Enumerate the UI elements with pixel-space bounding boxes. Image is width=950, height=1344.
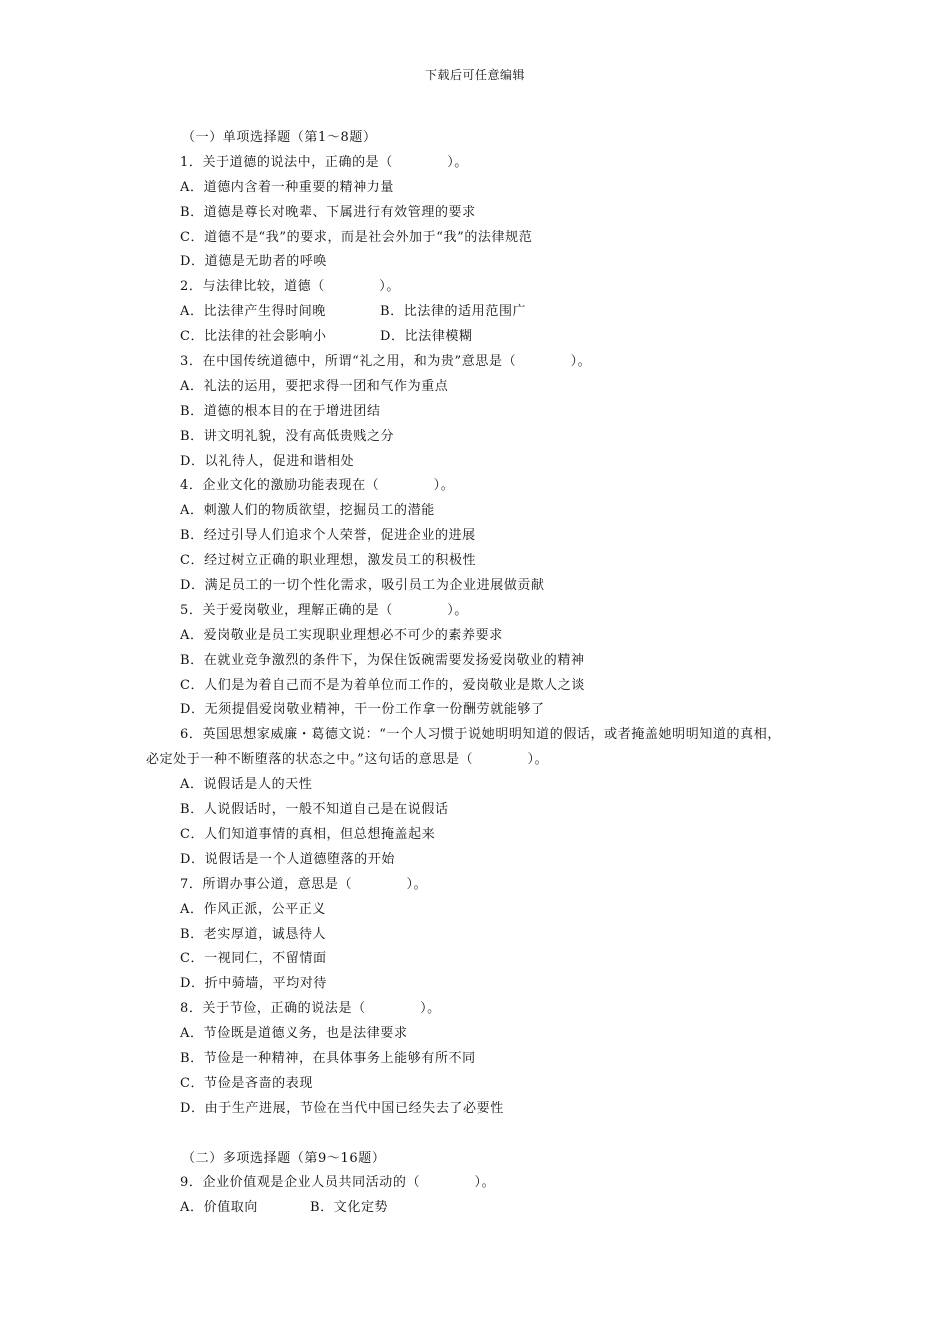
question-8-stem: 8．关于节俭，正确的说法是（ ）。 <box>180 1001 441 1017</box>
section-title-single-choice: （一）单项选择题（第1～8题） <box>182 130 377 145</box>
question-5-option-c: C．人们是为着自己而不是为着单位而工作的，爱岗敬业是欺人之谈 <box>180 677 585 693</box>
question-2-stem: 2．与法律比较，道德（ ）。 <box>180 279 400 295</box>
question-7-option-d: D．折中骑墙，平均对待 <box>180 976 328 992</box>
question-8-option-d: D．由于生产进展，节俭在当代中国已经失去了必要性 <box>180 1100 504 1116</box>
question-6-option-b: B．人说假话时，一般不知道自己是在说假话 <box>180 802 449 818</box>
question-3-option-a: A．礼法的运用，要把求得一团和气作为重点 <box>180 378 449 394</box>
question-1-option-c: C．道德不是“我”的要求，而是社会外加于“我”的法律规范 <box>180 229 533 245</box>
question-4-option-d: D．满足员工的一切个性化需求，吸引员工为企业进展做贡献 <box>180 578 545 594</box>
question-4-option-a: A．刺激人们的物质欲望，挖掘员工的潜能 <box>180 503 435 519</box>
question-4-option-c: C．经过树立正确的职业理想，激发员工的积极性 <box>180 553 477 569</box>
question-1-option-b: B．道德是尊长对晚辈、下属进行有效管理的要求 <box>180 204 476 220</box>
question-9-option-a: A．价值取向 <box>180 1200 258 1216</box>
question-1-stem: 1．关于道德的说法中，正确的是（ ）。 <box>180 154 468 170</box>
section-title-multiple-choice: （二）多项选择题（第9～16题） <box>182 1150 386 1166</box>
page-header: 下载后可任意编辑 <box>424 68 525 82</box>
question-4-option-b: B．经过引导人们追求个人荣誉，促进企业的进展 <box>180 528 476 544</box>
question-1-option-a: A．道德内含着一种重要的精神力量 <box>180 179 394 195</box>
question-4-stem: 4．企业文化的激励功能表现在（ ）。 <box>180 478 455 494</box>
section-gap <box>0 1122 950 1147</box>
question-7-option-c: C．一视同仁，不留情面 <box>180 951 327 967</box>
question-2-option-c: C．比法律的社会影响小 <box>180 329 327 345</box>
question-9-option-b: B．文化定势 <box>310 1200 389 1216</box>
question-8-option-a: A．节俭既是道德义务，也是法律要求 <box>180 1026 408 1042</box>
question-3-stem: 3．在中国传统道德中，所谓“礼之用，和为贵”意思是（ ）。 <box>180 354 592 370</box>
question-2-options-cd <box>0 325 950 350</box>
question-5-stem: 5．关于爱岗敬业，理解正确的是（ ）。 <box>180 602 468 618</box>
question-3-option-d: D．以礼待人，促进和谐相处 <box>180 453 355 469</box>
question-1-option-d: D．道德是无助者的呼唤 <box>180 254 328 270</box>
question-2-options-ab <box>0 300 950 325</box>
question-5-option-d: D．无须提倡爱岗敬业精神，干一份工作拿一份酬劳就能够了 <box>180 702 545 718</box>
question-5-option-b: B．在就业竞争激烈的条件下，为保住饭碗需要发扬爱岗敬业的精神 <box>180 652 585 668</box>
question-8-option-b: B．节俭是一种精神，在具体事务上能够有所不同 <box>180 1050 476 1066</box>
question-6-stem-line-1: 6．英国思想家威廉・葛德文说：“一个人习惯于说她明明知道的假话，或者掩盖她明明知道的真相， <box>180 727 781 743</box>
question-7-option-a: A．作风正派，公平正义 <box>180 901 326 917</box>
question-3-option-c: B．讲文明礼貌，没有高低贵贱之分 <box>180 428 395 444</box>
question-5-option-a: A．爱岗敬业是员工实现职业理想必不可少的素养要求 <box>180 627 503 643</box>
question-6-stem-line-2: 必定处于一种不断堕落的状态之中。”这句话的意思是（ ）。 <box>146 752 549 768</box>
question-3-option-b: B．道德的根本目的在于增进团结 <box>180 403 381 419</box>
question-7-option-b: B．老实厚道，诚恳待人 <box>180 926 327 942</box>
question-2-option-d: D．比法律模糊 <box>380 329 473 345</box>
question-6-option-a: A．说假话是人的天性 <box>180 777 313 793</box>
question-9-options-ab <box>0 1196 950 1221</box>
question-7-stem: 7．所谓办事公道，意思是（ ）。 <box>180 876 428 892</box>
question-9-stem: 9．企业价值观是企业人员共同活动的（ ）。 <box>180 1175 496 1191</box>
question-8-option-c: C．节俭是吝啬的表现 <box>180 1075 313 1091</box>
question-2-option-a: A．比法律产生得时间晚 <box>180 304 326 320</box>
question-6-option-c: C．人们知道事情的真相，但总想掩盖起来 <box>180 826 436 842</box>
question-6-option-d: D．说假话是一个人道德堕落的开始 <box>180 851 396 867</box>
question-2-option-b: B．比法律的适用范围广 <box>380 304 527 320</box>
document-body <box>0 126 950 1221</box>
